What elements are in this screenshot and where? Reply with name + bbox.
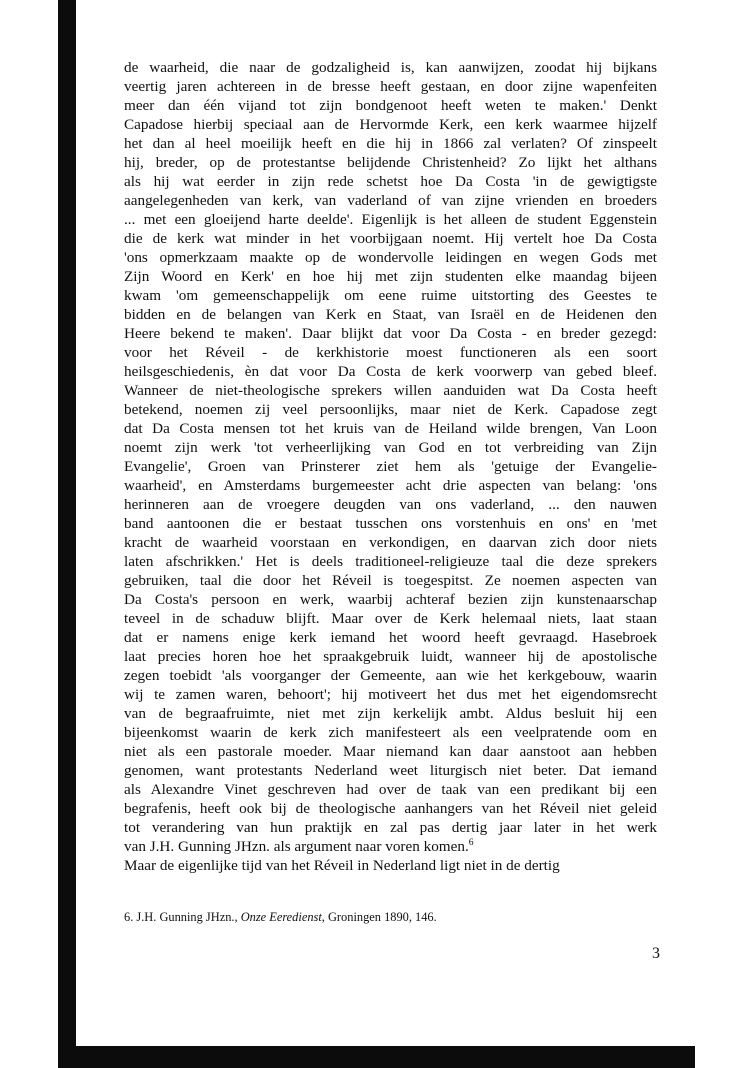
page-body-text (124, 58, 657, 875)
footnote (124, 910, 657, 925)
body-line: ... met een gloeijend harte deelde'. Eigenlijk is het alleen de student Eggenstein (124, 211, 657, 228)
body-line: dat Da Costa mensen tot het kruis van de Heiland wilde brengen, Van Loon (124, 420, 657, 437)
scan-border-left (58, 0, 76, 1068)
body-line: veertig jaren achtereen in de bresse heeft gestaan, en door zijne wapenfeiten (124, 78, 657, 95)
body-line: kwam 'om gemeenschappelijk om eene ruime uitstorting des Geestes te (124, 287, 657, 304)
body-line: de waarheid, die naar de godzaligheid is, kan aanwijzen, zoodat hij bijkans (124, 59, 657, 76)
body-line: 'ons opmerkzaam maakte op de wondervolle leidingen en wegen Gods met (124, 249, 657, 266)
body-line: Evangelie', Groen van Prinsterer ziet hem als 'getuige der Evangelie- (124, 458, 657, 475)
body-line: waarheid', en Amsterdams burgemeester acht drie aspecten van belang: 'ons (124, 477, 657, 494)
body-line: het dan al heel moeilijk heeft en die hij in 1866 zal verlaten? Of zinspeelt (124, 135, 657, 152)
body-line: dat er namens enige kerk iemand het woord heeft gevraagd. Hasebroek (124, 629, 657, 646)
scan-border-bottom (58, 1046, 695, 1068)
body-line: heilsgeschiedenis, èn dat voor Da Costa de kerk voorwerp van gebed bleef. (124, 363, 657, 380)
body-line: begrafenis, heeft ook bij de theologische aanhangers van het Réveil niet geleid (124, 800, 657, 817)
footnote-title: Onze Eeredienst (240, 910, 322, 924)
body-line: hij, breder, op de protestantse belijdende Christenheid? Zo lijkt het althans (124, 154, 657, 171)
footnote-prefix: 6. J.H. Gunning JHzn., (124, 910, 241, 924)
body-line: die de kerk wat minder in het voorbijgaan noemt. Hij vertelt hoe Da Costa (124, 230, 657, 247)
body-line: Da Costa's persoon en werk, waarbij achteraf bezien zijn kunstenaarschap (124, 591, 657, 608)
body-line: voor het Réveil - de kerkhistorie moest functioneren als een soort (124, 344, 657, 361)
body-line: niet als een pastorale moeder. Maar niemand kan daar aanstoot aan hebben (124, 743, 657, 760)
body-line: meer dan één vijand tot zijn bondgenoot heeft weten te maken.' Denkt (124, 97, 657, 114)
body-line: bidden en de belangen van Kerk en Staat, van Israël en de Heidenen den (124, 306, 657, 323)
body-line: als Alexandre Vinet geschreven had over de taak van een predikant bij een (124, 781, 657, 798)
footnote-reference[interactable]: 6 (468, 837, 474, 848)
body-line (124, 837, 657, 856)
body-line: noemt zijn werk 'tot verheerlijking van God en tot verbreiding van Zijn (124, 439, 657, 456)
body-line: aangelegenheden van kerk, van vaderland of van zijne vrienden en broeders (124, 192, 657, 209)
body-line: tot verandering van hun praktijk en zal pas dertig jaar later in het werk (124, 819, 657, 836)
footnote-suffix: , Groningen 1890, 146. (321, 910, 437, 924)
body-line-final: Maar de eigenlijke tijd van het Réveil in Nederland ligt niet in de dertig (124, 857, 560, 874)
body-line: wij te zamen waren, behoort'; hij motiveert het dus met het eigendomsrecht (124, 686, 657, 703)
body-line: van de begraafruimte, niet met zijn kerkelijk ambt. Aldus besluit hij een (124, 705, 657, 722)
body-line: bijeenkomst waarin de kerk zich manifesteert als een veelpratende oom en (124, 724, 657, 741)
body-line: Heere bekend te maken'. Daar blijkt dat voor Da Costa - en breder gezegd: (124, 325, 657, 342)
body-line: genomen, want protestants Nederland weet liturgisch niet beter. Dat iemand (124, 762, 657, 779)
body-line: laat precies horen hoe het spraakgebruik luidt, wanneer hij de apostolische (124, 648, 657, 665)
body-line: teveel in de schaduw blijft. Maar over de Kerk helemaal niets, laat staan (124, 610, 657, 627)
body-line: Wanneer de niet-theologische sprekers willen aanduiden wat Da Costa heeft (124, 382, 657, 399)
body-line-text: van J.H. Gunning JHzn. als argument naar voren komen. (124, 838, 469, 855)
body-line: laten afschrikken.' Het is deels traditioneel-religieuze taal die deze sprekers (124, 553, 657, 570)
body-line: gebruiken, taal die door het Réveil is toegespitst. Ze noemen aspecten van (124, 572, 657, 589)
body-line: betekend, noemen zij veel persoonlijks, maar niet de Kerk. Capadose zegt (124, 401, 657, 418)
body-line: als hij wat eerder in zijn rede schetst hoe Da Costa 'in de gewigtigste (124, 173, 657, 190)
body-line: zegen toebidt 'als voorganger der Gemeente, aan wie het kerkgebouw, waarin (124, 667, 657, 684)
body-line: Zijn Woord en Kerk' en hoe hij met zijn studenten elke maandag bijeen (124, 268, 657, 285)
body-line: kracht de waarheid voorstaan en verkondigen, en daarvan zich door niets (124, 534, 657, 551)
body-line: Capadose hierbij speciaal aan de Hervormde Kerk, een kerk waarmee hijzelf (124, 116, 657, 133)
page-number: 3 (652, 945, 660, 962)
body-line: band aantoonen die er bestaat tusschen ons vorstenhuis en ons' en 'met (124, 515, 657, 532)
body-line: herinneren aan de vroegere deugden van ons vaderland, ... den nauwen (124, 496, 657, 513)
